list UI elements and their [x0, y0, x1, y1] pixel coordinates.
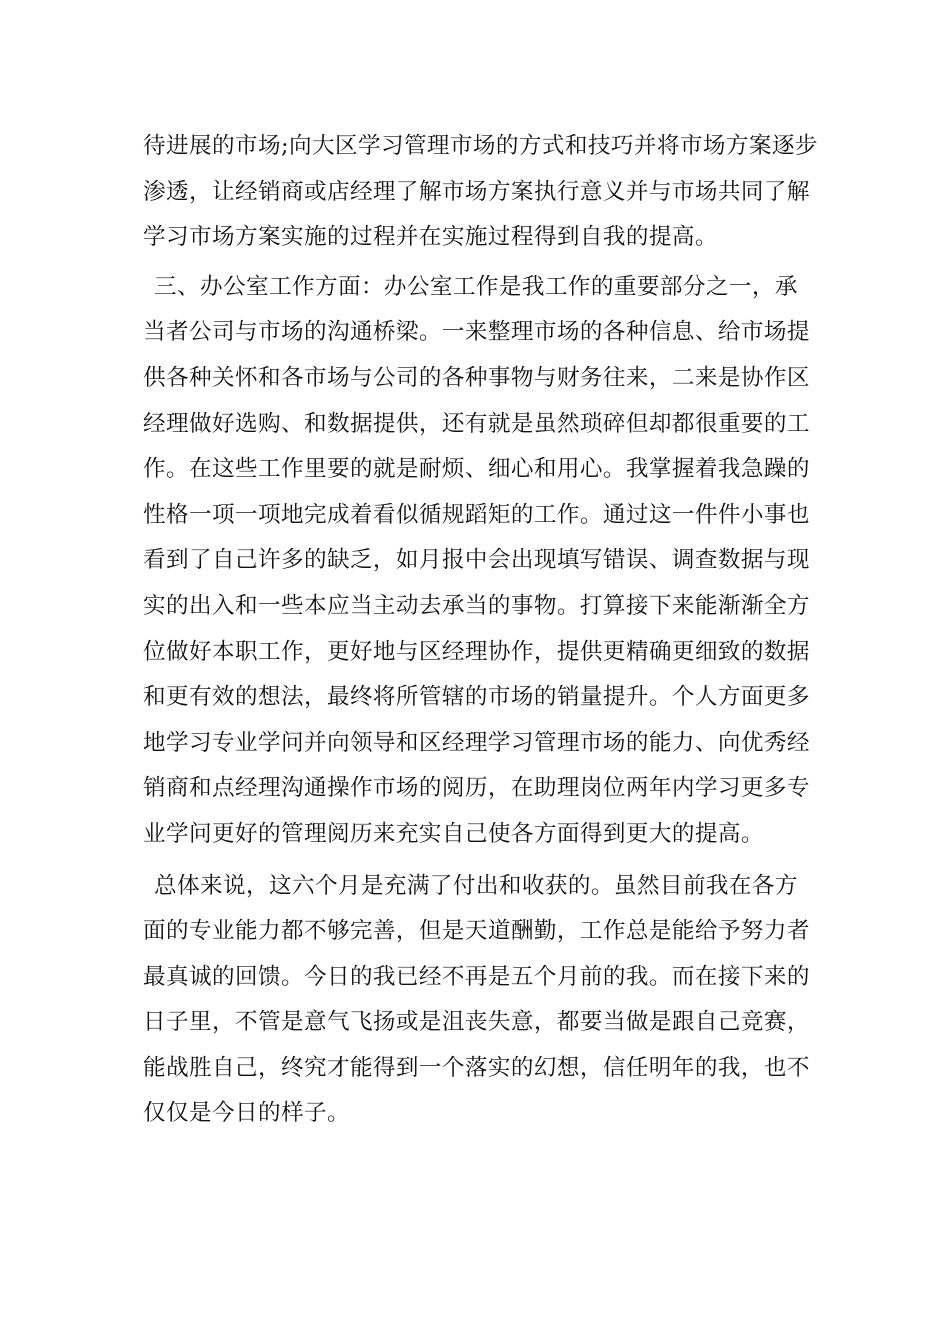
text-line: 性格一项一项地完成着看似循规蹈矩的工作。通过这一件件小事也 [143, 501, 810, 528]
text-line: 待进展的市场;向大区学习管理市场的方式和技巧并将市场方案逐步 [143, 133, 818, 159]
text-line: 当者公司与市场的沟通桥梁。一来整理市场的各种信息、给市场提 [143, 319, 810, 346]
text-line: 和更有效的想法，最终将所管辖的市场的销量提升。个人方面更多 [143, 684, 810, 711]
paragraph-2 [143, 265, 809, 858]
text-line: 作。在这些工作里要的就是耐烦、细心和用心。我掌握着我急躁的 [143, 456, 810, 483]
text-line: 渗透，让经销商或店经理了解市场方案执行意义并与市场共同了解 [143, 178, 810, 205]
text-line: 看到了自己许多的缺乏，如月报中会出现填写错误、调查数据与现 [143, 547, 810, 574]
text-line: 日子里，不管是意气飞扬或是沮丧失意，都要当做是跟自己竞赛， [143, 1009, 810, 1036]
text-line: 实的出入和一些本应当主动去承当的事物。打算接下来能渐渐全方 [143, 592, 810, 619]
text-line: 最真诚的回馈。今日的我已经不再是五个月前的我。而在接下来的 [143, 963, 810, 990]
paragraph-1 [143, 124, 818, 261]
text-line: 三、办公室工作方面：办公室工作是我工作的重要部分之一，承 [154, 273, 798, 300]
text-line: 业学问更好的管理阅历来充实自己使各方面得到更大的提高。 [143, 820, 764, 847]
text-line: 总体来说，这六个月是充满了付出和收获的。虽然目前我在各方 [154, 872, 798, 899]
text-line: 销商和点经理沟通操作市场的阅历，在助理岗位两年内学习更多专 [143, 775, 810, 802]
text-line: 供各种关怀和各市场与公司的各种事物与财务往来，二来是协作区 [143, 364, 810, 391]
text-line: 经理做好选购、和数据提供，还有就是虽然琐碎但却都很重要的工 [143, 410, 810, 437]
paragraph-3 [143, 864, 809, 1138]
text-line: 能战胜自己，终究才能得到一个落实的幻想，信任明年的我，也不 [143, 1054, 810, 1081]
text-line: 面的专业能力都不够完善，但是天道酬勤，工作总是能给予努力者 [143, 918, 810, 945]
text-line: 学习市场方案实施的过程并在实施过程得到自我的提高。 [143, 224, 718, 251]
text-line: 地学习专业学问并向领导和区经理学习管理市场的能力、向优秀经 [143, 729, 810, 756]
text-line: 仅仅是今日的样子。 [143, 1100, 350, 1127]
document-page [143, 124, 818, 1137]
text-line: 位做好本职工作，更好地与区经理协作，提供更精确更细致的数据 [143, 638, 810, 665]
